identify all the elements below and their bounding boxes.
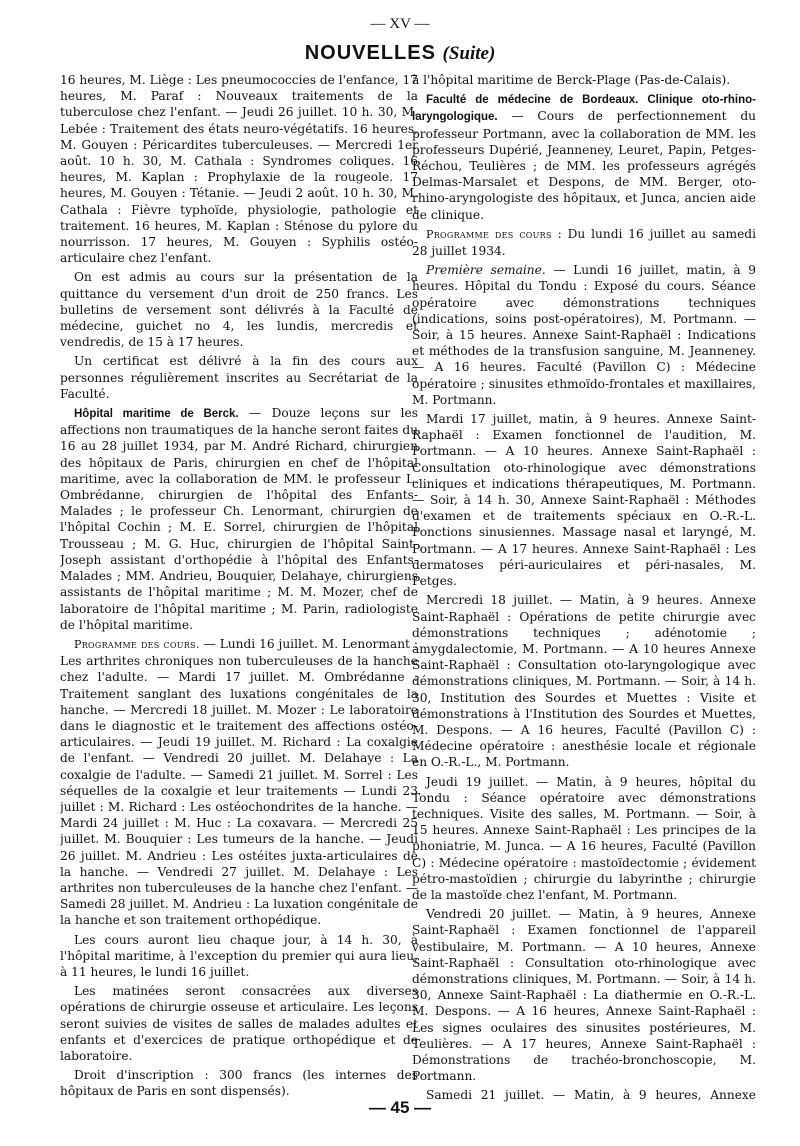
paragraph: 16 heures, M. Liège : Les pneumococcies de l'enfance, 17 heures, M. Paraf : Nouveaux traitements de la tuberculose chez l'enfant. — Jeudi 26 juillet. 10 h. 30, M. Lebée : Traitement des états neuro-végétatifs. 16 heures, M. Gouyen : Péricardites tuberculeuses. — Mercredi 1er août. 10 h. 30, M. Cathala : Syndromes coliques. 16 heures, M. Kaplan : Prophylaxie de la rougeole. 17 heures, M. Gouyen : Tétanie. — Jeudi 2 août. 10 h. 30, M. Cathala : Fièvre typhoïde, physiologie, pathologie et traitement. 16 heures, M. Kaplan : Sténose du pylore du nourrisson. 17 heures, M. Gouyen : Syphilis ostéo-articulaire chez l'enfant. [60, 73, 418, 266]
paragraph-first-week [412, 262, 756, 408]
paragraph: à l'hôpital maritime de Berck-Plage (Pas-de-Calais). [412, 73, 731, 87]
section-heading-berck: Hôpital maritime de Berck. [74, 408, 239, 421]
paragraph: On est admis au cours sur la présentation de la quittance du versement d'un droit de 250 francs. Les bulletins de versement sont délivrés à la Faculté de médecine, guichet no 4, les lundis, mercredis et vendredis, de 15 à 17 heures. [60, 270, 418, 350]
paragraph-text: : Du lundi 16 juillet au samedi 28 juillet 1934. [412, 226, 756, 259]
paragraph: Un certificat est délivré à la fin des cours aux personnes régulièrement inscrites au Secrétariat de la Faculté. [60, 354, 418, 401]
page-title [0, 42, 800, 65]
page-header-number: — XV — [370, 16, 430, 32]
paragraph-text: — Cours de perfectionnement du professeur Portmann, avec la collaboration de MM. les professeurs Dupérié, Jeanneney, Leuret, Papin, Petges-Réchou, Teulières ; de MM. les professeurs agrégés Delmas-Marsalet et Despons, de MM. Berger, oto-rhino-aryngologiste des hôpitaux, et Junca, ancien aide de clinique. [412, 109, 756, 222]
paragraph-programme [412, 226, 756, 259]
paragraph: Mardi 17 juillet, matin, à 9 heures. Annexe Saint-Raphaël : Examen fonctionnel de l'audition, M. Portmann. — A 10 heures. Annexe Saint-Raphaël : Consultation oto-rhinologique avec démonstrations cliniques et indications thérapeutiques, M. Portmann. — Soir, à 14 h. 30, Annexe Saint-Raphaël : Méthodes d'examen et de traitements spéciaux en O.-R.-L. Ponctions sinusiennes. Massage nasal et laryngé, M. Portmann. — A 17 heures. Annexe Saint-Raphaël : Les dermatoses péri-auriculaires et péri-nasales, M. Petges. [412, 412, 756, 589]
programme-label: Programme des cours [426, 227, 552, 241]
right-column [412, 72, 756, 1102]
paragraph-berck [60, 405, 418, 633]
left-column [60, 72, 418, 1102]
paragraph: Jeudi 19 juillet. — Matin, à 9 heures, hôpital du Tondu : Séance opératoire avec démonstrations techniques. Visite des salles, M. Portmann. — Soir, à 15 heures. Annexe Saint-Raphaël : Les principes de la phoniatrie, M. Junca. — A 16 heures, Faculté (Pavillon C) : Médecine opératoire : mastoïdectomie ; évidement pétro-mastoïdien ; chirurgie du labyrinthe ; chirurgie de la mastoïde chez l'enfant, M. Portmann. [412, 774, 756, 902]
paragraph: Les matinées seront consacrées aux diverses opérations de chirurgie osseuse et articulaire. Les leçons seront suivies de visites de salles de malades adultes et enfants et d'exercices de pratique orthopédique et de laboratoire. [60, 984, 418, 1063]
programme-label: Programme des cours. [74, 637, 200, 651]
paragraph-text: — Douze leçons sur les affections non traumatiques de la hanche seront faites du 16 au 28 juillet 1934, par M. André Richard, chirurgien des hôpitaux de Paris, chirurgien en chef de l'hôpital maritime, avec la collaboration de MM. le professeur L. Ombrédanne, chirurgien de l'hôpital des Enfants-Malades ; le professeur Ch. Lenormant, chirurgien de l'hôpital Cochin ; M. E. Sorrel, chirurgien de l'hôpital Trousseau ; M. G. Huc, chirurgien de l'hôpital Saint-Joseph assistant d'orthopédie à l'hôpital des Enfants-Malades ; MM. Andrieu, Bouquier, Delahaye, chirurgiens assistants de l'hôpital maritime ; M. M. Mozer, chef de laboratoire de l'hôpital maritime ; M. Parin, radiologiste de l'hôpital maritime. [60, 406, 418, 632]
page-footer-number: — 45 — [368, 1098, 432, 1117]
paragraph: Vendredi 20 juillet. — Matin, à 9 heures, Annexe Saint-Raphaël : Examen fonctionnel de l'appareil vestibulaire, M. Portmann. — A 10 heures, Annexe Saint-Raphaël : Consultation oto-rhinologique avec démonstrations cliniques, M. Portmann. — Soir, à 14 h. 30, Annexe Saint-Raphaël : La diathermie en O.-R.-L. M. Despons. — A 16 heures, Annexe Saint-Raphaël : Les signes oculaires des sinusites postérieures, M. Teulières. — A 17 heures, Annexe Saint-Raphaël : Démonstrations de trachéo-bronchoscopie, M. Portmann. [412, 907, 756, 1084]
paragraph: Droit d'inscription : 300 francs (les internes des hôpitaux de Paris en sont dispensés). [60, 1068, 418, 1099]
page-title-main: NOUVELLES [304, 42, 436, 64]
page-title-suite: (Suite) [442, 43, 496, 64]
paragraph: Les cours auront lieu chaque jour, à 14 h. 30, à l'hôpital maritime, à l'exception du premier qui aura lieu, à 11 heures, le lundi 16 juillet. [60, 932, 418, 979]
paragraph-text: — Lundi 16 juillet, matin, à 9 heures. Hôpital du Tondu : Exposé du cours. Séance opératoire avec démonstrations techniques (indications, soins post-opératoires), M. Portmann. — Soir, à 15 heures. Annexe Saint-Raphaël : Indications et méthodes de la transfusion sanguine, M. Jeanneney. — A 16 heures. Faculté (Pavillon C) : Médecine opératoire ; sinusites ethmoïdo-frontales et maxillaires, M. Portmann. [412, 263, 756, 407]
paragraph-bordeaux [412, 91, 756, 223]
paragraph-programme [60, 636, 418, 929]
paragraph-text: — Lundi 16 juillet. M. Lenormant : Les arthrites chroniques non tuberculeuses de la hanche chez l'adulte. — Mardi 17 juillet. M. Ombrédanne : Traitement sanglant des luxations congénitales de la hanche. — Mercredi 18 juillet. M. Mozer : Le laboratoire dans le diagnostic et le traitement des affections ostéo-articulaires. — Jeudi 19 juillet. M. Richard : La coxalgie de l'enfant. — Vendredi 20 juillet. M. Delahaye : La coxalgie de l'adulte. — Samedi 21 juillet. M. Sorrel : Les séquelles de la coxalgie et leur traitements — Lundi 23 juillet : M. Richard : Les ostéochondrites de la hanche. — Mardi 24 juillet : M. Huc : La coxavara. — Mercredi 25 juillet. M. Bouquier : Les tumeurs de la hanche. — Jeudi 26 juillet. M. Andrieu : Les ostéites juxta-articulaires de la hanche. — Vendredi 27 juillet. M. Delahaye : Les arthrites non tuberculeuses de la hanche chez l'enfant. — Samedi 28 juillet. M. Andrieu : La luxation congénitale de la hanche et son traitement orthopédique. [60, 636, 418, 928]
paragraph: Mercredi 18 juillet. — Matin, à 9 heures. Annexe Saint-Raphaël : Opérations de petite chirurgie avec démonstrations techniques ; adénotomie ; amygdalectomie, M. Portmann. — A 10 heures Annexe Saint-Raphaël : Consultation oto-laryngologique avec démonstrations cliniques, M. Portmann. — Soir, à 14 h. 30, Institution des Sourdes et Muettes : Visite et démonstrations à l'Institution des Sourdes et Muettes, M. Despons. — A 16 heures, Faculté (Pavillon C) : Médecine opératoire : anesthésie locale et régionale en O.-R.-L., M. Portmann. [412, 593, 756, 770]
paragraph: Samedi 21 juillet. — Matin, à 9 heures, Annexe [426, 1088, 756, 1102]
first-week-label: Première semaine. [426, 263, 546, 278]
section-heading-bordeaux: Faculté de médecine de Bordeaux. Clinique oto-rhino-laryngologique. [412, 94, 756, 124]
